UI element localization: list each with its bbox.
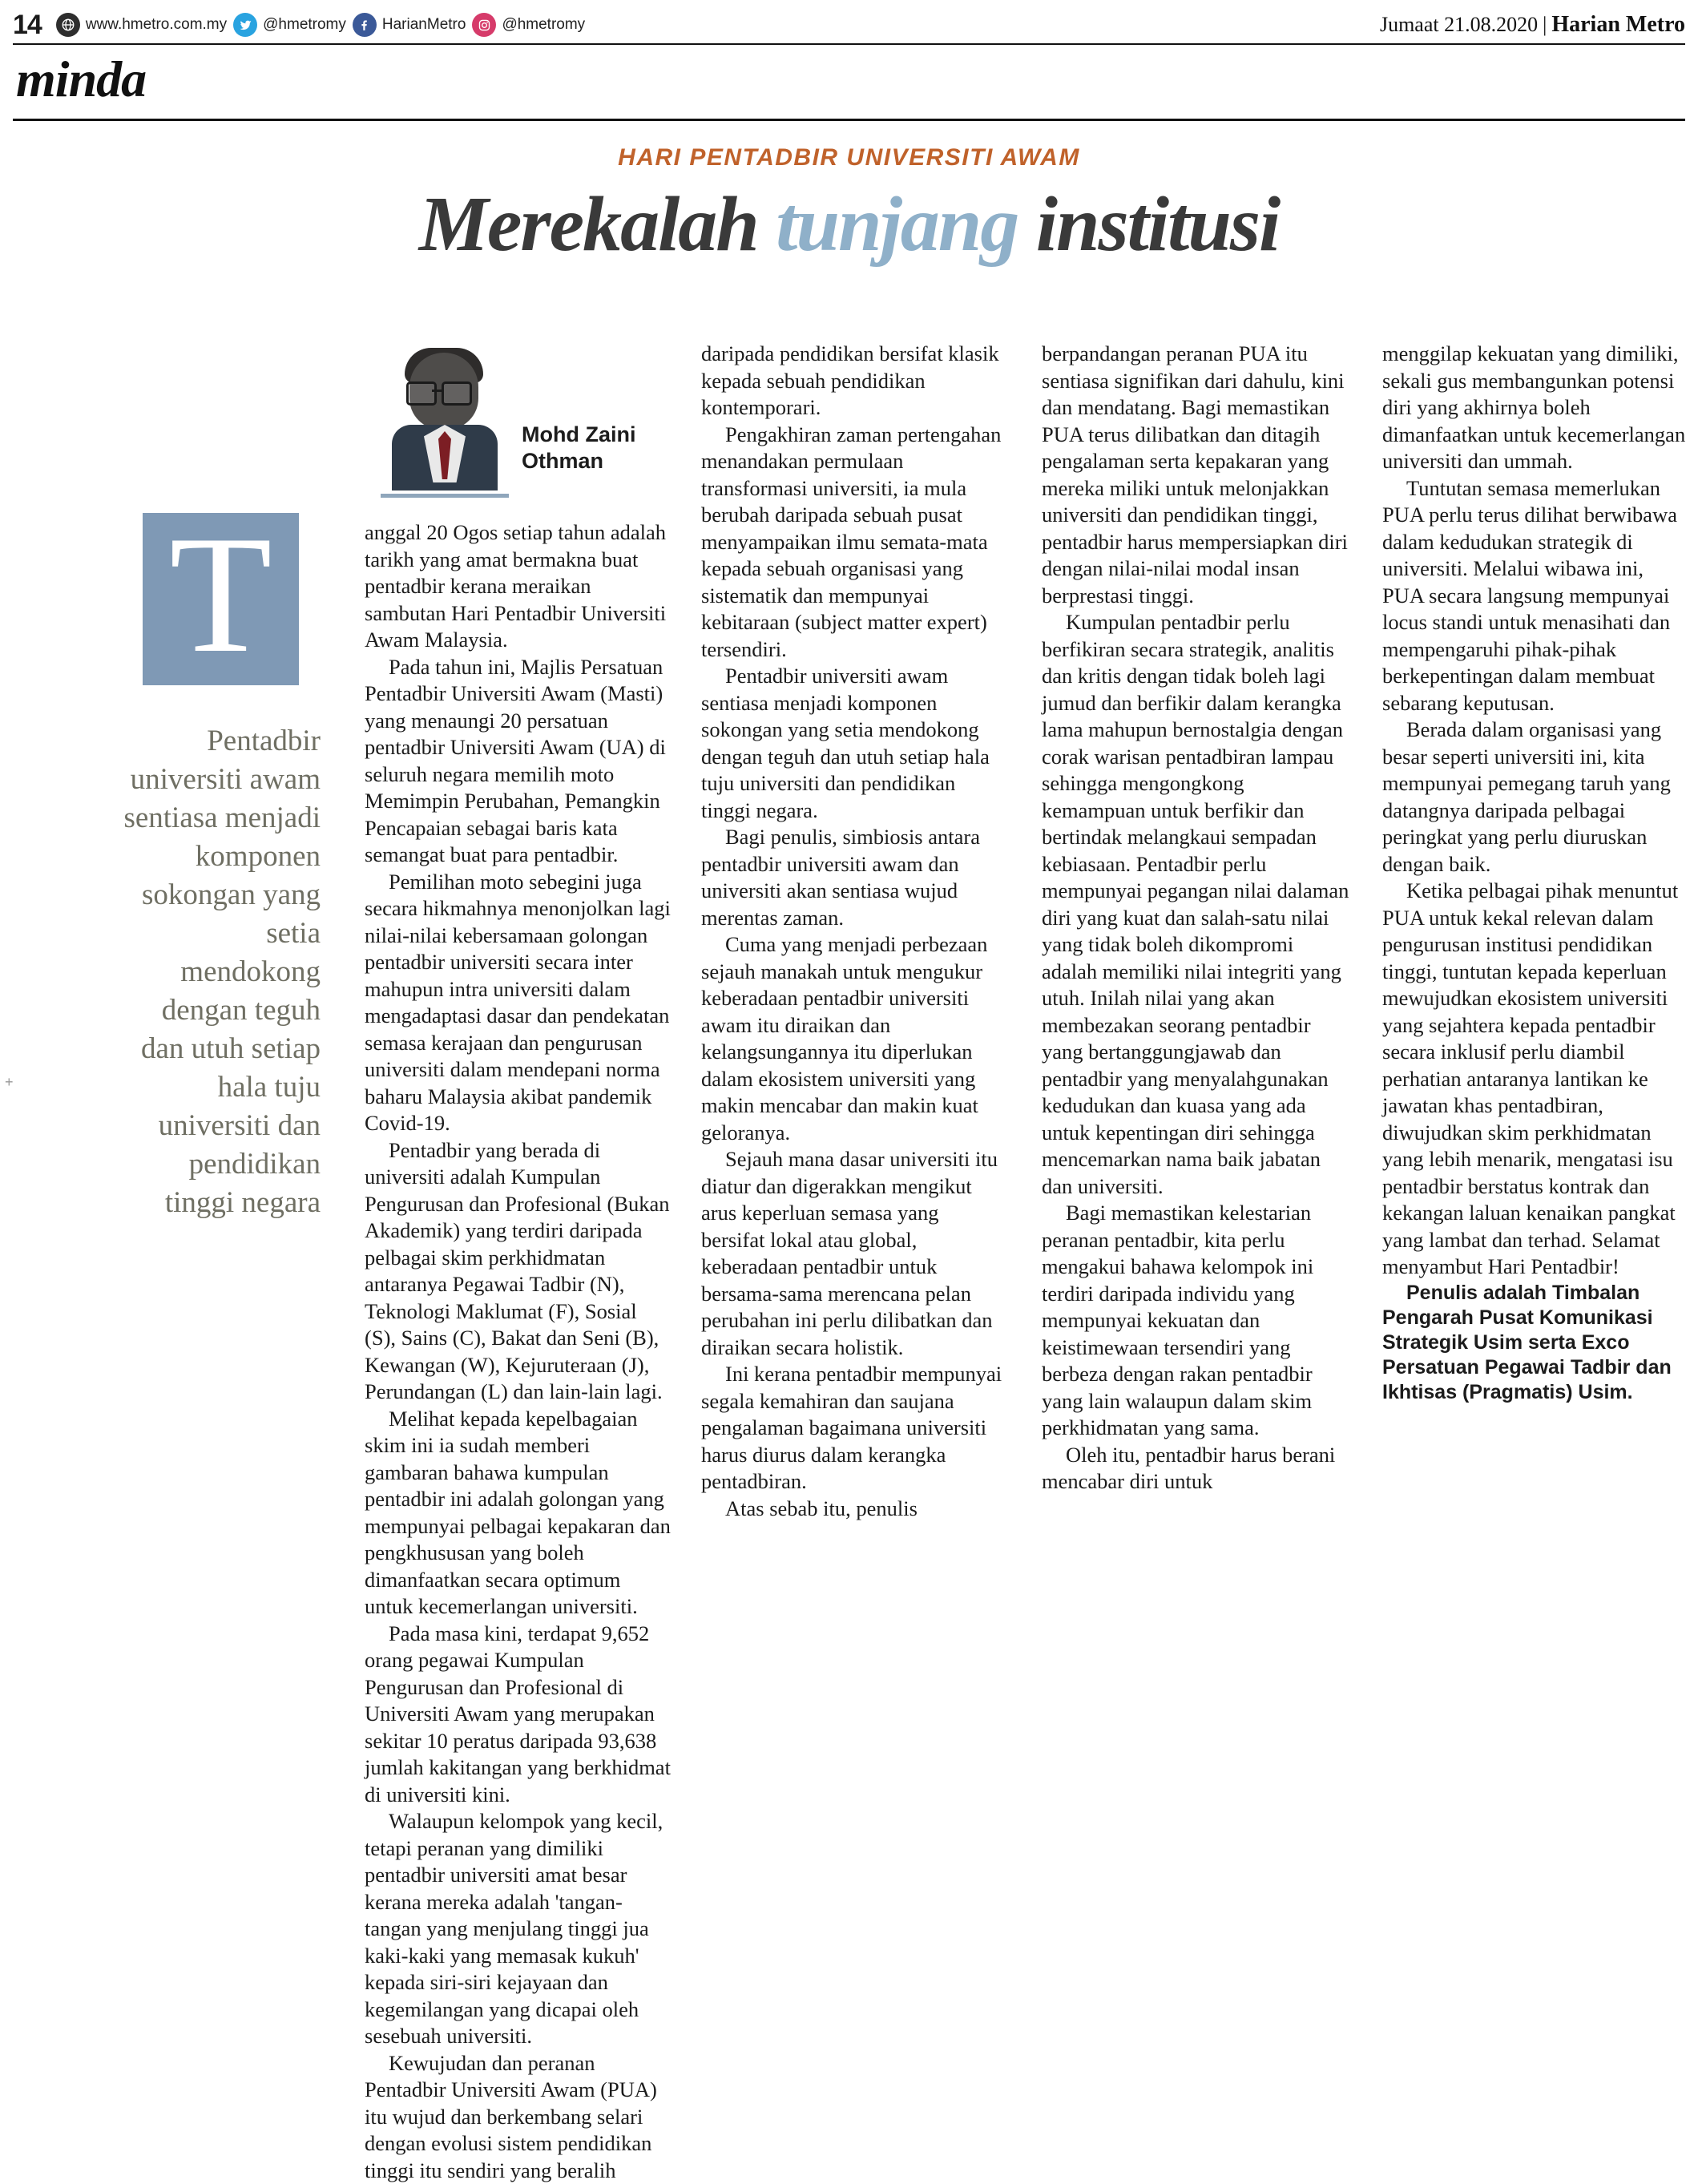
- portrait-underline: [381, 494, 509, 498]
- paragraph: Tuntutan semasa memerlukan PUA perlu terus dilihat berwibawa dalam kedudukan strategik di universiti. Melalui wibawa ini, PUA secara langsung mempunyai locus standi untuk menasihati dan mempengaruhi pihak-pihak berkepentingan dalam membuat sebarang keputusan.: [1382, 475, 1687, 717]
- paragraph: menggilap kekuatan yang dimiliki, sekali gus membangunkan potensi diri yang akhirnya boleh dimanfaatkan untuk kecemerlangan universiti dan ummah.: [1382, 341, 1687, 475]
- pullquote-column: [120, 513, 321, 1222]
- instagram-label: @hmetromy: [502, 16, 585, 34]
- crop-mark-left: +: [5, 1074, 14, 1091]
- paragraph: anggal 20 Ogos setiap tahun adalah tarikh yang amat bermakna buat pentadbir kerana meraikan sambutan Hari Pentadbir Universiti Awam Malaysia.: [365, 519, 673, 654]
- globe-icon: [56, 13, 80, 37]
- paragraph: Pentadbir universiti awam sentiasa menjadi komponen sokongan yang setia mendokong dengan teguh dan utuh setiap hala tuju universiti dan pendidikan tinggi negara.: [701, 663, 1006, 824]
- paragraph: Pentadbir yang berada di universiti adalah Kumpulan Pengurusan dan Profesional (Bukan Akademik) yang terdiri daripada pelbagai skim perkhidmatan antaranya Pegawai Tadbir (N), Teknologi Maklumat (F), Sosial (S), Sains (C), Bakat dan Seni (B), Kewangan (W), Kejuruteraan (J), Perundangan (L) dan lain-lain lagi.: [365, 1137, 673, 1406]
- paragraph: daripada pendidikan bersifat klasik kepada sebuah pendidikan kontemporari.: [701, 341, 1006, 422]
- headline-part-2: institusi: [1018, 181, 1279, 268]
- headline-part-1: Merekalah: [419, 181, 776, 268]
- paragraph: Sejauh mana dasar universiti itu diatur dan digerakkan mengikut arus keperluan semasa yang bersifat lokal atau global, keberadaan pentadbir untuk bersama-sama merencana pelan perubahan ini perlu dilibatkan dan diraikan secara holistik.: [701, 1146, 1006, 1361]
- paragraph: Ini kerana pentadbir mempunyai segala kemahiran dan saujana pengalaman bagaimana universiti harus diurus dalam kerangka pentadbiran.: [701, 1361, 1006, 1496]
- masthead: [13, 6, 1685, 43]
- masthead-divider: [13, 43, 1685, 45]
- brand-name: Harian Metro: [1551, 12, 1685, 37]
- dateline-separator: |: [1543, 13, 1547, 36]
- paragraph: Ketika pelbagai pihak menuntut PUA untuk kekal relevan dalam pengurusan institusi pendidikan tinggi, tuntutan kepada keperluan mewujudkan ekosistem universiti yang sejahtera kepada pentadbir secara inklusif perlu diambil perhatian antaranya lantikan ke jawatan khas pentadbiran, diwujudkan skim perkhidmatan yang lebih menarik, mengatasi isu pentadbir berstatus kontrak dan kekangan laluan kenaikan pangkat yang lambat dan terhad. Selamat menyambut Hari Pentadbir!: [1382, 878, 1687, 1281]
- portrait-glasses-bridge: [432, 390, 442, 392]
- twitter-icon: [233, 13, 257, 37]
- paragraph: Pengakhiran zaman pertengahan menandakan permulaan transformasi universiti, ia mula berubah daripada sebuah pusat menyampaikan ilmu semata-mata kepada sebuah organisasi yang sistematik dan mempunyai kebitaraan (subject matter expert) tersendiri.: [701, 422, 1006, 664]
- section-title: minda: [16, 50, 146, 109]
- social-links: [56, 13, 585, 37]
- headline-highlight: tunjang: [776, 181, 1018, 268]
- author-portrait: [381, 345, 509, 497]
- facebook-link[interactable]: [353, 13, 466, 37]
- paragraph: Walaupun kelompok yang kecil, tetapi peranan yang dimiliki pentadbir universiti amat besar kerana mereka adalah 'tangan-tangan yang menjulang tinggi jua kaki-kaki yang memasak kukuh' kepada siri-siri kejayaan dan kegemilangan yang dicapai oleh sesebuah universiti.: [365, 1808, 673, 2050]
- section-divider: [13, 119, 1685, 121]
- page-number: 14: [13, 11, 42, 38]
- body-column-3: [1042, 341, 1350, 1496]
- date-text: Jumaat 21.08.2020: [1380, 13, 1538, 36]
- website-label: www.hmetro.com.my: [86, 16, 227, 34]
- author-name-line-1: Mohd Zaini: [522, 422, 635, 448]
- paragraph: Kumpulan pentadbir perlu berfikiran secara strategik, analitis dan kritis dengan tidak boleh lagi jumud dan berfikir dalam kerangka lama mahupun bernostalgia dengan corak warisan pentadbiran lampau sehingga mengongkong kemampuan untuk berfikir dan bertindak melangkaui sempadan kebiasaan. Pentadbir perlu mempunyai pegangan nilai dalaman diri yang kuat dan salah-satu nilai yang tidak boleh dikompromi adalah memiliki nilai integriti yang utuh. Inilah nilai yang akan membezakan seorang pentadbir yang bertanggungjawab dan pentadbir yang menyalahgunakan kedudukan dan kuasa yang ada untuk kepentingan diri sehingga mencemarkan nama baik jabatan dan universiti.: [1042, 609, 1350, 1200]
- paragraph: Pada masa kini, terdapat 9,652 orang pegawai Kumpulan Pengurusan dan Profesional di Universiti Awam yang merupakan sekitar 10 peratus daripada 93,638 jumlah kakitangan yang berkhidmat di universiti kini.: [365, 1621, 673, 1809]
- author-block: [365, 345, 685, 517]
- body-column-1: [365, 519, 673, 2184]
- author-name: [522, 422, 635, 474]
- paragraph: berpandangan peranan PUA itu sentiasa signifikan dari dahulu, kini dan mendatang. Bagi memastikan PUA terus dilibatkan dan ditagih pengalaman serta kepakaran yang mereka miliki untuk melonjakkan universiti dan pendidikan tinggi, pentadbir harus mempersiapkan diri dengan nilai-nilai modal insan berprestasi tinggi.: [1042, 341, 1350, 609]
- paragraph: Kewujudan dan peranan Pentadbir Universiti Awam (PUA) itu wujud dan berkembang selari dengan evolusi sistem pendidikan tinggi itu sendiri yang beralih: [365, 2050, 673, 2184]
- paragraph: Oleh itu, pentadbir harus berani mencabar diri untuk: [1042, 1442, 1350, 1496]
- dropcap-letter: T: [169, 519, 272, 671]
- paragraph: Pada tahun ini, Majlis Persatuan Pentadbir Universiti Awam (Masti) yang menaungi 20 persatuan pentadbir Universiti Awam (UA) di seluruh negara memilih moto Memimpin Perubahan, Pemangkin Pencapaian sebagai baris kata semangat buat para pentadbir.: [365, 654, 673, 869]
- paragraph: Bagi memastikan kelestarian peranan pentadbir, kita perlu mengakui bahawa kelompok ini terdiri daripada individu yang mempunyai kekuatan dan keistimewaan tersendiri yang berbeza dengan rakan pentadbir yang lain walaupun dalam skim perkhidmatan yang sama.: [1042, 1200, 1350, 1442]
- instagram-icon: [472, 13, 496, 37]
- portrait-glasses-left: [406, 381, 437, 406]
- twitter-link[interactable]: [233, 13, 346, 37]
- dropcap-box: [143, 513, 299, 685]
- paragraph: Cuma yang menjadi perbezaan sejauh manakah untuk mengukur keberadaan pentadbir universiti awam itu diraikan dan kelangsungannya itu diperlukan dalam ekosistem universiti yang makin mencabar dan makin kuat geloranya.: [701, 931, 1006, 1146]
- paragraph: Berada dalam organisasi yang besar seperti universiti ini, kita mempunyai pemegang taruh yang datangnya daripada pelbagai peringkat yang perlu diuruskan dengan baik.: [1382, 717, 1687, 878]
- body-column-2: [701, 341, 1006, 1522]
- dateline: [1380, 12, 1685, 38]
- pullquote-text: Pentadbir universiti awam sentiasa menjadi komponen sokongan yang setia mendokong dengan teguh dan utuh setiap hala tuju universiti dan pendidikan tinggi negara: [120, 722, 321, 1222]
- twitter-label: @hmetromy: [263, 16, 346, 34]
- author-name-line-2: Othman: [522, 448, 635, 474]
- paragraph: Melihat kepada kepelbagaian skim ini ia sudah memberi gambaran bahawa kumpulan pentadbir ini adalah golongan yang mempunyai pelbagai kepakaran dan pengkhususan yang boleh dimanfaatkan secara optimum untuk kecemerlangan universiti.: [365, 1406, 673, 1621]
- article-headline: [0, 183, 1698, 266]
- facebook-icon: [353, 13, 377, 37]
- instagram-link[interactable]: [472, 13, 585, 37]
- website-link[interactable]: [56, 13, 227, 37]
- portrait-glasses-right: [442, 381, 472, 406]
- paragraph: Atas sebab itu, penulis: [701, 1496, 1006, 1523]
- article-kicker: HARI PENTADBIR UNIVERSITI AWAM: [0, 144, 1698, 172]
- paragraph: Pemilihan moto sebegini juga secara hikmahnya menonjolkan lagi nilai-nilai kebersamaan golongan pentadbir universiti secara inter mahupun intra universiti dalam mengadaptasi dasar dan pendekatan semasa kerajaan dan pengurusan universiti dalam mendepani norma baharu Malaysia akibat pandemik Covid-19.: [365, 869, 673, 1137]
- facebook-label: HarianMetro: [382, 16, 466, 34]
- paragraph: Bagi penulis, simbiosis antara pentadbir universiti awam dan universiti akan sentiasa wujud merentas zaman.: [701, 824, 1006, 931]
- author-credit-note: Penulis adalah Timbalan Pengarah Pusat Komunikasi Strategik Usim serta Exco Persatuan Pegawai Tadbir dan Ikhtisas (Pragmatis) Usim.: [1382, 1281, 1687, 1405]
- body-column-4: [1382, 341, 1687, 1405]
